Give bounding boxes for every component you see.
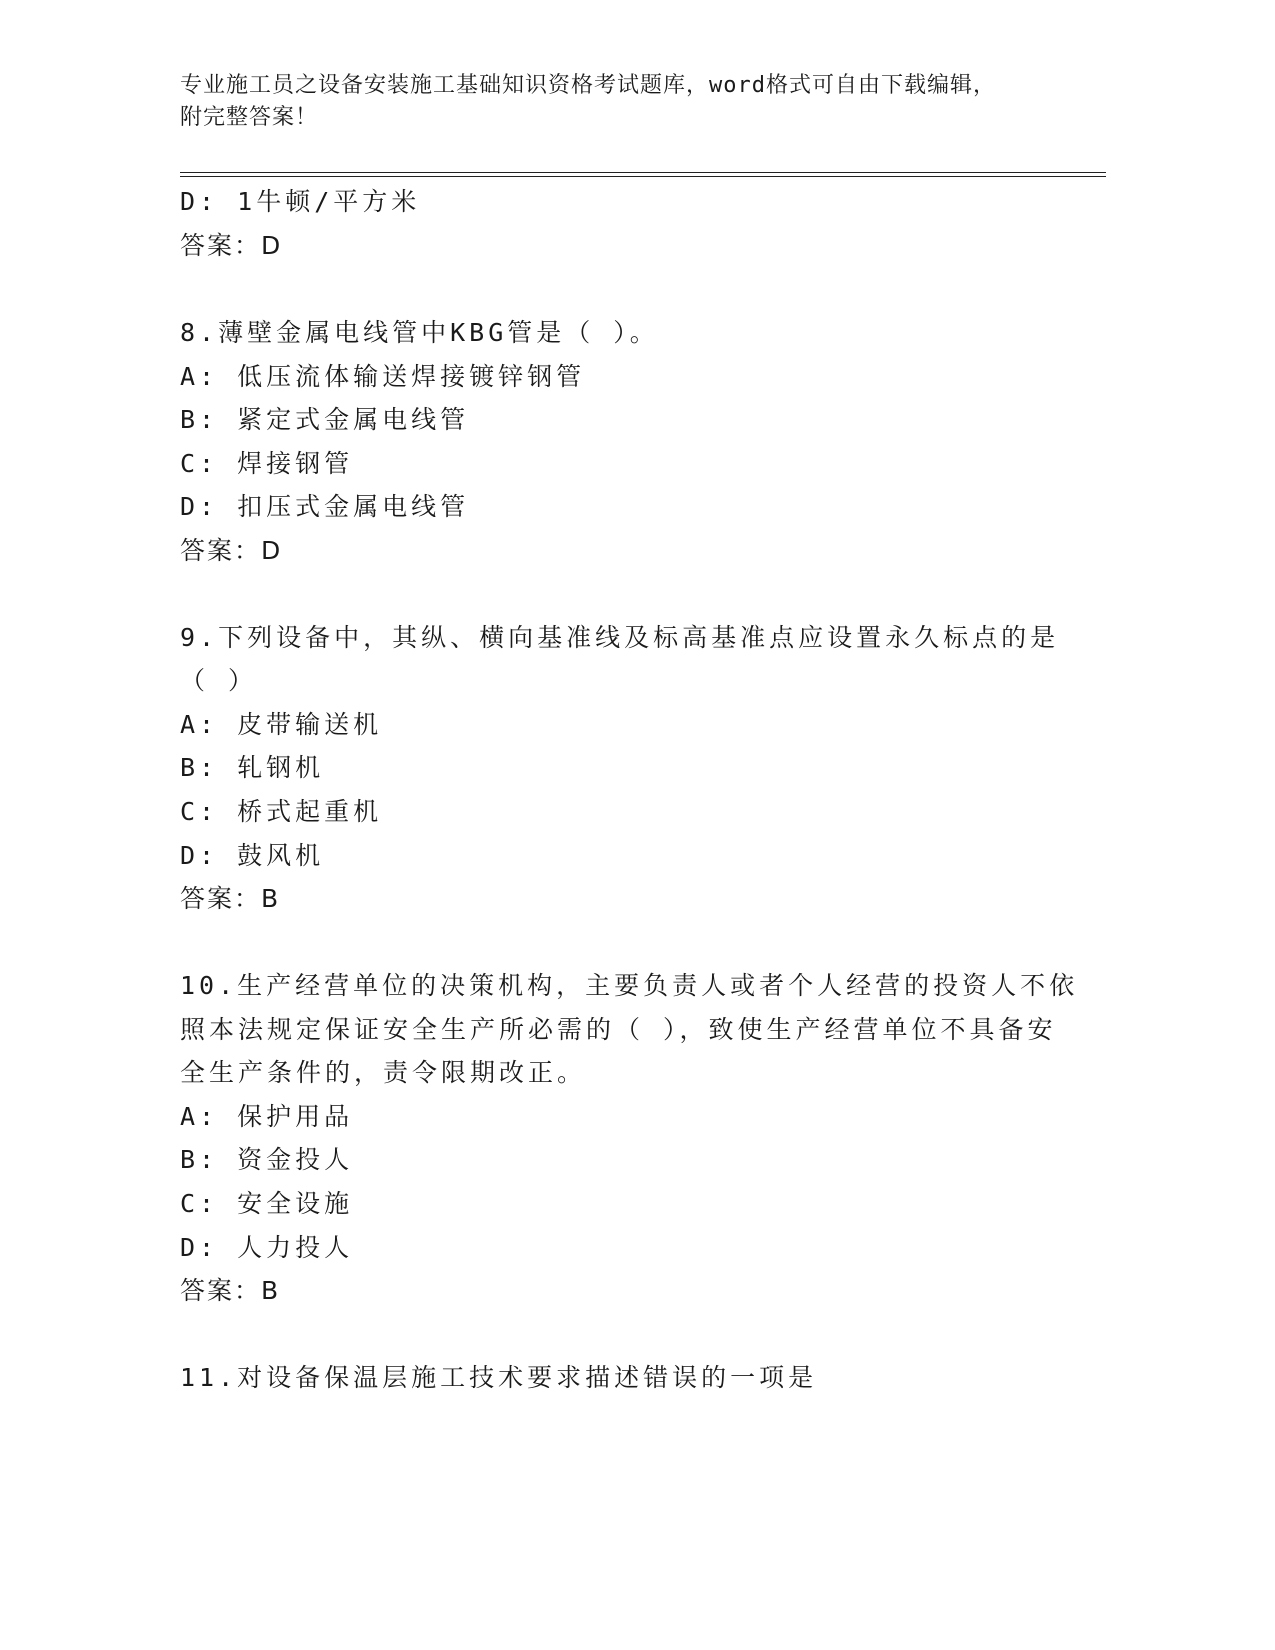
question-8-option-d: D: 扣压式金属电线管 bbox=[180, 492, 470, 521]
question-9-stem-line-1: 9.下列设备中，其纵、横向基准线及标高基准点应设置永久标点的是 bbox=[180, 623, 1060, 652]
question-8-option-c: C: 焊接钢管 bbox=[180, 449, 354, 478]
header-title-line-2: 附完整答案！ bbox=[180, 105, 319, 130]
header-divider-top bbox=[180, 172, 1106, 173]
question-10-option-a: A: 保护用品 bbox=[180, 1102, 354, 1131]
question-8-stem-line-1: 8.薄壁金属电线管中KBG管是（ ）。 bbox=[180, 318, 659, 347]
question-9-answer: 答案：B bbox=[180, 884, 281, 913]
question-10-option-d: D: 人力投人 bbox=[180, 1233, 354, 1262]
question-9-option-a: A: 皮带输送机 bbox=[180, 710, 383, 739]
header-title-line-1: 专业施工员之设备安装施工基础知识资格考试题库，word格式可自由下载编辑， bbox=[180, 73, 996, 98]
header-divider-bottom bbox=[180, 176, 1106, 177]
document-header bbox=[180, 70, 1040, 134]
prev-question-answer: 答案：D bbox=[180, 231, 283, 260]
question-8-answer: 答案：D bbox=[180, 536, 283, 565]
question-9-stem-line-2: （ ） bbox=[180, 666, 258, 695]
question-10-option-c: C: 安全设施 bbox=[180, 1189, 354, 1218]
question-10-answer: 答案：B bbox=[180, 1276, 281, 1305]
question-9-option-c: C: 桥式起重机 bbox=[180, 797, 383, 826]
question-10-option-b: B: 资金投人 bbox=[180, 1145, 354, 1174]
question-10-stem-line-3: 全生产条件的，责令限期改正。 bbox=[180, 1058, 587, 1087]
question-8-option-b: B: 紧定式金属电线管 bbox=[180, 405, 470, 434]
question-8-option-a: A: 低压流体输送焊接镀锌钢管 bbox=[180, 362, 586, 391]
question-10-stem-line-2: 照本法规定保证安全生产所必需的（ ），致使生产经营单位不具备安 bbox=[180, 1015, 1057, 1044]
prev-question-option-d: D: 1牛顿/平方米 bbox=[180, 187, 421, 216]
question-9-option-b: B: 轧钢机 bbox=[180, 753, 325, 782]
question-10-stem-line-1: 10.生产经营单位的决策机构，主要负责人或者个人经营的投资人不依 bbox=[180, 971, 1079, 1000]
question-9-option-d: D: 鼓风机 bbox=[180, 841, 325, 870]
question-11-stem-line-1: 11.对设备保温层施工技术要求描述错误的一项是 bbox=[180, 1363, 818, 1392]
